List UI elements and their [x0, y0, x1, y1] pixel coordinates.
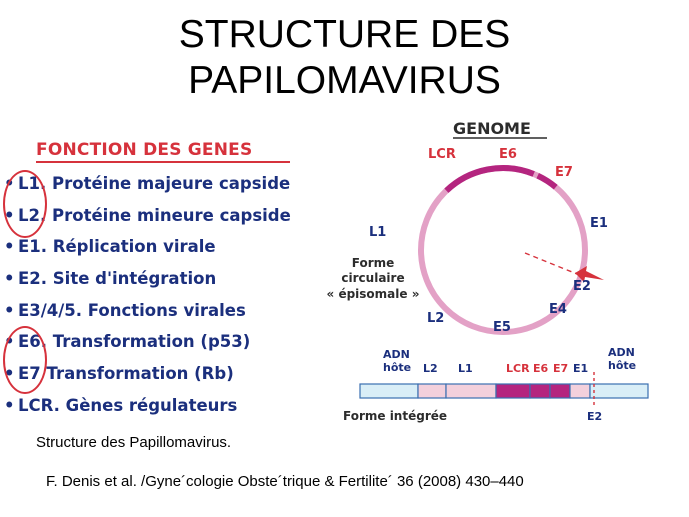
- gene-code: L1.: [18, 174, 47, 193]
- genome-label-lcr: LCR: [428, 147, 456, 162]
- bullet-icon: •: [4, 174, 15, 193]
- integrated-bar-e1: [570, 384, 590, 398]
- genome-label-e4: E4: [549, 302, 567, 317]
- gene-item-e345: [4, 298, 291, 330]
- bullet-icon: •: [4, 395, 15, 415]
- integrated-bar-host-left: [360, 384, 418, 398]
- highlight-circle-l1-l2: [3, 170, 47, 238]
- functions-heading-underline: [36, 161, 290, 163]
- gene-function: Fonctions virales: [87, 300, 246, 320]
- bullet-icon: •: [4, 332, 15, 352]
- host-dna-right-label-2: hôte: [608, 359, 637, 372]
- gene-item-l1: [4, 171, 291, 203]
- genome-segment-lcr-e6: [446, 168, 533, 191]
- highlight-circle-e6-e7: [3, 326, 47, 394]
- integrated-segment-label-e1: E1: [573, 362, 589, 375]
- bullet-icon: •: [4, 300, 15, 320]
- gene-function: Protéine majeure capside: [52, 174, 291, 193]
- genome-heading: GENOME: [453, 119, 531, 138]
- source-citation: F. Denis et al. /Gyne´cologie Obste´trique & Fertilite´ 36 (2008) 430–440: [46, 473, 524, 490]
- integrated-bar-host-right: [590, 384, 648, 398]
- gene-function: Transformation (p53): [52, 332, 251, 352]
- gene-item-e2: [4, 266, 291, 298]
- slide-title-line-2: PAPILOMAVIRUS: [188, 59, 501, 102]
- integrated-segment-label-l1: L1: [458, 362, 473, 375]
- genome-label-l2: L2: [427, 311, 445, 326]
- genome-label-e6: E6: [499, 147, 517, 162]
- gene-function-list: [4, 171, 291, 425]
- integrated-form-label: Forme intégrée: [343, 409, 448, 423]
- genome-label-e2: E2: [573, 279, 591, 294]
- gene-function: Site d'intégration: [52, 269, 217, 289]
- gene-code: E3/4/5.: [18, 300, 83, 320]
- integrated-segment-label-lcr: LCR: [506, 362, 530, 375]
- functions-heading: FONCTION DES GENES: [36, 140, 253, 160]
- integrated-bar-e7: [550, 384, 570, 398]
- circular-form-label-1: Forme: [351, 256, 395, 270]
- gene-item-l2: [4, 203, 291, 235]
- host-dna-left-label-1: ADN: [383, 348, 410, 361]
- integrated-segment-label-l2: L2: [423, 362, 438, 375]
- genome-label-e1: E1: [590, 216, 608, 231]
- gene-code: E7: [18, 364, 41, 384]
- gene-item-lcr: [4, 393, 291, 425]
- integrated-bar-l1: [446, 384, 496, 398]
- gene-code: L2.: [18, 205, 47, 225]
- integrated-bar-l2: [418, 384, 446, 398]
- gene-code: LCR.: [18, 395, 60, 415]
- bullet-icon: •: [4, 364, 15, 384]
- integrated-bar-e6: [530, 384, 550, 398]
- gene-code: E6.: [18, 332, 48, 352]
- gene-item-e7: [4, 361, 291, 393]
- gene-code: E1.: [18, 237, 48, 257]
- host-dna-right-label-1: ADN: [608, 346, 635, 359]
- circular-form-label-2: circulaire: [341, 271, 405, 285]
- genome-label-e7: E7: [555, 165, 573, 180]
- gene-item-e6: [4, 329, 291, 361]
- integrated-segment-label-e7: E7: [553, 362, 569, 375]
- host-dna-left-label-2: hôte: [383, 361, 412, 374]
- figure-caption: Structure des Papillomavirus.: [36, 434, 232, 451]
- genome-diagram: [300, 116, 680, 434]
- gene-code: E2.: [18, 269, 48, 289]
- gene-item-e1: [4, 234, 291, 266]
- gene-function: Réplication virale: [52, 237, 216, 257]
- bullet-icon: •: [4, 237, 15, 257]
- genome-segment-e7: [538, 176, 556, 188]
- gene-function: Transformation (Rb): [46, 364, 234, 384]
- integrated-bar-lcr: [496, 384, 530, 398]
- gene-function: Protéine mineure capside: [52, 205, 291, 225]
- genome-label-e5: E5: [493, 320, 511, 335]
- circular-form-label-3: « épisomale »: [326, 287, 420, 301]
- integrated-segment-label-e6: E6: [533, 362, 549, 375]
- gene-function: Gènes régulateurs: [65, 395, 238, 415]
- bullet-icon: •: [4, 269, 15, 289]
- slide-title: [0, 12, 689, 104]
- slide-title-line-1: STRUCTURE DES: [178, 13, 511, 56]
- genome-label-l1: L1: [369, 225, 387, 240]
- integration-break-label-e2: E2: [587, 410, 603, 423]
- genome-break-dash: [525, 253, 582, 276]
- bullet-icon: •: [4, 205, 15, 225]
